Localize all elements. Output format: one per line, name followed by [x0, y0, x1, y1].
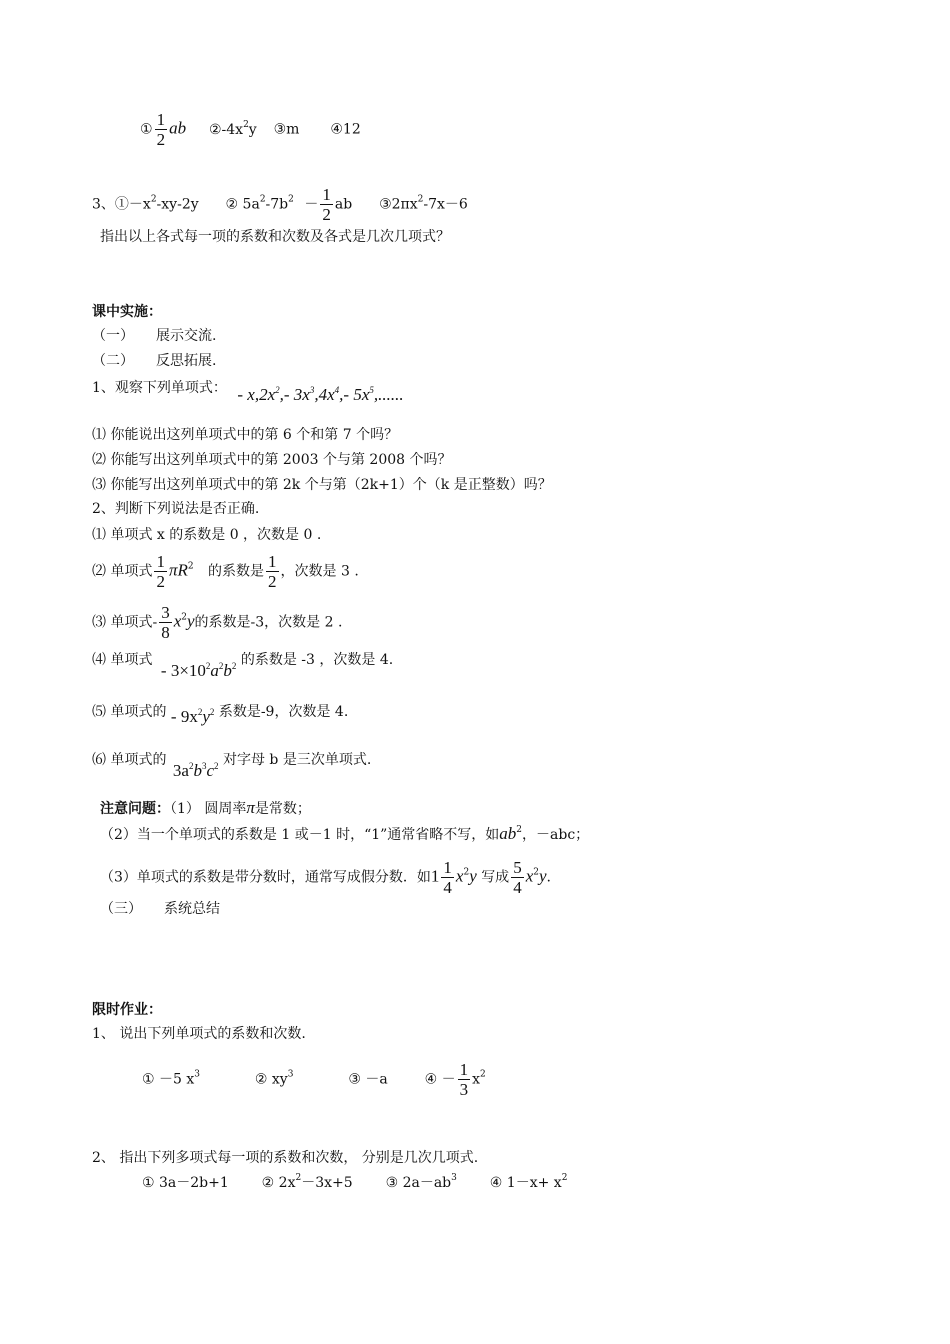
section-heading-homework: 限时作业：: [92, 1002, 162, 1018]
fraction-half: $\frac{1}{2}$: [156, 110, 166, 149]
instruction-text: 指出以上各式每一项的系数和次数及各式是几次几项式？: [100, 229, 450, 245]
q1-observe: 1、观察下列单项式： - $x,2x^2,-$ $3x^3,4x^4,-$ $5x^5$,......: [92, 380, 404, 404]
q1-part-a: ⑴ 你能说出这列单项式中的第 6 个和第 7 个吗？: [92, 427, 399, 443]
q1-part-c: ⑶ 你能写出这列单项式中的第 2k 个与第（2k+1）个（k 是正整数）吗？: [92, 477, 552, 493]
note-2: （2）当一个单项式的系数是 1 或－1 时，“1”通常省略不写，如$ab^2$，－abc；: [100, 824, 590, 843]
term-neg4x2y: $②-4x^2y$: [208, 119, 257, 138]
judge-5: ⑸ 单项式的 - $9x^2y^2$ 系数是-9，次数是 4.: [92, 704, 349, 726]
section-heading-in-class: 课中实施：: [92, 304, 162, 320]
fraction-half: $\frac{1}{2}$: [322, 185, 331, 224]
subsection-2: （二） 反思拓展.: [92, 353, 217, 369]
top-line-1: [140, 110, 361, 149]
term-ab: ab: [169, 118, 187, 138]
homework-q2: 2、 指出下列多项式每一项的系数和次数， 分别是几次几项式.: [92, 1150, 479, 1166]
subsection-1: （一） 展示交流.: [92, 328, 217, 344]
judge-1: ⑴ 单项式 x 的系数是 0 ，次数是 0 .: [92, 527, 322, 543]
monomial-sequence: - $x,2x^2,-$ $3x^3,4x^4,-$ $5x^5$,......: [237, 385, 404, 404]
homework-q1-items: ① －5 $x^3$ ② $xy^3$ ③ －a ④ － $\frac{1}{3}$ $x^2$: [142, 1060, 486, 1099]
judge-6: ⑹ 单项式的 $3a^2b^3c^2$ 对字母 b 是三次单项式.: [92, 752, 372, 780]
judge-3: ⑶ 单项式- $\frac{3}{8}$ $x^2y$的系数是-3，次数是 2 .: [92, 603, 343, 642]
q1-part-b: ⑵ 你能写出这列单项式中的第 2003 个与第 2008 个吗？: [92, 452, 452, 468]
homework-q2-items: ① 3a－2b+1 ② $2x^2-3x+5$ ③ $2a-ab^3$ ④ $1-x+ x^2$: [142, 1173, 568, 1191]
q2-judge: 2、判断下列说法是否正确.: [92, 501, 260, 517]
homework-q1: 1、 说出下列单项式的系数和次数.: [92, 1026, 306, 1042]
judge-2: ⑵ 单项式 $\frac{1}{2}$ $\pi R^2$ 的系数是 $\frac{1}{2}$ ，次数是 3 .: [92, 552, 359, 591]
note-1: 注意问题：（1） 圆周率π是常数；: [100, 798, 311, 817]
term-m: ③m: [273, 121, 300, 138]
question-3: 3、$①-x^2-xy-2y$ ② $5a^2-7b^2$ － $\frac{1}{2}$ ab $③2\pi x^2-7x-6$: [92, 185, 468, 224]
term-12: ④12: [330, 121, 361, 138]
judge-4: ⑷ 单项式 - $3\times 10^2a^2b^2$ 的系数是 -3 ，次数是 4.: [92, 652, 394, 680]
subsection-3: （三） 系统总结: [100, 901, 220, 917]
note-3: （3）单项式的系数是带分数时，通常写成假分数．如1 $\frac{1}{4}$ $x^2y$ 写成 $\frac{5}{4}$ $x^2y$.: [100, 858, 551, 897]
item-1-label: ①: [140, 121, 153, 138]
